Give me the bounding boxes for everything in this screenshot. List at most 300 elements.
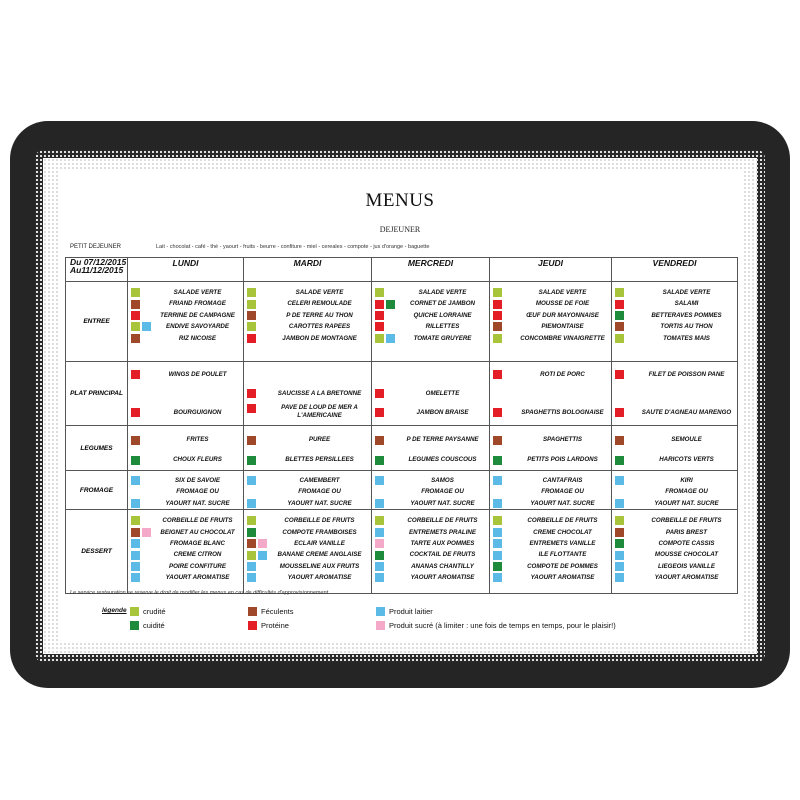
menu-cell <box>372 282 490 362</box>
menu-item <box>490 430 611 450</box>
menu-item-label: FILET DE POISSON PANE <box>648 370 725 378</box>
food-group-square <box>142 528 151 537</box>
food-group-markers <box>612 539 638 548</box>
menu-item <box>490 475 611 486</box>
food-group-square <box>493 436 502 445</box>
food-group-square <box>493 573 502 582</box>
food-group-square <box>615 516 624 525</box>
food-group-markers <box>372 300 398 309</box>
menu-item-label: TOMATES MAIS <box>663 334 710 342</box>
menu-item-label: HARICOTS VERTS <box>659 456 714 464</box>
food-group-square <box>247 476 256 485</box>
food-group-square <box>493 288 502 297</box>
menu-item-label: MOUSSE CHOCOLAT <box>654 551 719 559</box>
menu-cell <box>128 510 244 594</box>
menu-item <box>490 486 611 497</box>
menu-item-label: CANTAFRAIS <box>542 476 583 484</box>
menu-item <box>128 310 243 321</box>
food-group-square <box>386 334 395 343</box>
menu-item-label: YAOURT AROMATISE <box>287 574 352 582</box>
menu-cell <box>244 282 372 362</box>
menu-item <box>612 298 737 309</box>
menu-item-list <box>128 471 243 509</box>
food-group-markers <box>612 562 638 571</box>
menu-item-label: SIX DE SAVOIE <box>175 476 220 484</box>
menu-cell <box>490 510 612 594</box>
food-group-markers <box>128 562 154 571</box>
menu-item <box>490 515 611 526</box>
menu-item <box>612 450 737 470</box>
day-header: LUNDI <box>128 258 244 282</box>
menu-item-label: CELERI REMOULADE <box>287 300 352 308</box>
food-group-square <box>615 334 624 343</box>
food-group-square <box>375 408 384 417</box>
food-group-markers <box>244 528 270 537</box>
food-group-square <box>493 456 502 465</box>
menu-item-list <box>244 362 371 423</box>
menu-item <box>372 298 489 309</box>
food-group-square <box>247 300 256 309</box>
food-group-square <box>247 404 256 413</box>
food-group-markers <box>128 288 154 297</box>
menu-item-list <box>490 471 611 509</box>
food-group-square <box>131 551 140 560</box>
day-header: JEUDI <box>490 258 612 282</box>
food-group-square <box>131 408 140 417</box>
food-group-markers <box>128 311 154 320</box>
menu-cell <box>128 282 244 362</box>
day-header: VENDREDI <box>612 258 738 282</box>
menu-title: MENUS <box>365 190 435 211</box>
food-group-square <box>258 539 267 548</box>
food-group-square <box>375 288 384 297</box>
menu-item <box>372 450 489 470</box>
category-label: PLAT PRINCIPAL <box>66 362 128 426</box>
menu-item <box>372 549 489 560</box>
menu-item <box>372 486 489 497</box>
food-group-markers <box>612 516 638 525</box>
menu-item-list <box>372 362 489 422</box>
menu-item <box>490 287 611 298</box>
food-group-markers <box>490 408 516 417</box>
menu-item <box>490 538 611 549</box>
menu-item-label: SPAGHETTIS BOLOGNAISE <box>521 408 604 416</box>
menu-item <box>612 538 737 549</box>
menu-item <box>128 430 243 450</box>
food-group-square <box>247 456 256 465</box>
food-group-square <box>386 300 395 309</box>
legend-swatch <box>130 621 139 630</box>
menu-cell <box>244 362 372 426</box>
food-group-markers <box>372 528 398 537</box>
menu-item-label: FROMAGE OU <box>176 488 219 496</box>
food-group-square <box>375 551 384 560</box>
menu-item <box>128 498 243 509</box>
menu-item-list <box>490 510 611 583</box>
menu-item <box>128 321 243 332</box>
menu-cell <box>372 426 490 471</box>
row-entree <box>66 282 738 362</box>
food-group-markers <box>244 404 270 413</box>
menu-item <box>128 298 243 309</box>
food-group-square <box>493 476 502 485</box>
food-group-markers <box>612 573 638 582</box>
food-group-markers <box>128 370 154 379</box>
menu-item-label: MOUSSE DE FOIE <box>535 300 590 308</box>
menu-item-list <box>128 426 243 470</box>
legend-swatch <box>130 607 139 616</box>
day-header: MERCREDI <box>372 258 490 282</box>
menu-item-label: P DE TERRE PAYSANNE <box>406 436 479 444</box>
menu-item-list <box>612 362 737 422</box>
food-group-square <box>247 499 256 508</box>
food-group-markers <box>372 516 398 525</box>
menu-item-label: CREME CHOCOLAT <box>533 528 592 536</box>
food-group-square <box>131 539 140 548</box>
menu-item-label: P DE TERRE AU THON <box>286 311 353 319</box>
food-group-square <box>375 539 384 548</box>
menu-item <box>490 310 611 321</box>
food-group-markers <box>490 551 516 560</box>
menu-cell <box>490 362 612 426</box>
menu-item <box>372 287 489 298</box>
menu-item <box>490 298 611 309</box>
food-group-markers <box>612 528 638 537</box>
menu-item-label: CAROTTES RAPEES <box>288 323 351 331</box>
food-group-markers <box>244 288 270 297</box>
food-group-square <box>247 573 256 582</box>
food-group-markers <box>490 370 516 379</box>
menu-item <box>612 384 737 403</box>
menu-item <box>612 549 737 560</box>
menu-item-label: QUICHE LORRAINE <box>413 311 472 319</box>
menu-item <box>612 486 737 497</box>
menu-item-label: SAUCISSE A LA BRETONNE <box>277 389 362 397</box>
food-group-markers <box>612 334 638 343</box>
food-group-markers <box>244 389 270 398</box>
menu-item <box>612 403 737 422</box>
food-group-square <box>375 476 384 485</box>
food-group-markers <box>128 551 154 560</box>
food-group-markers <box>128 456 154 465</box>
menu-item-label: CORBEILLE DE FRUITS <box>407 517 478 525</box>
food-group-markers <box>490 539 516 548</box>
food-group-markers <box>612 499 638 508</box>
food-group-square <box>247 516 256 525</box>
food-group-square <box>493 528 502 537</box>
food-group-square <box>375 334 384 343</box>
menu-item <box>128 475 243 486</box>
food-group-square <box>131 370 140 379</box>
menu-item-list <box>244 426 371 470</box>
food-group-square <box>131 334 140 343</box>
food-group-markers <box>490 456 516 465</box>
food-group-markers <box>128 436 154 445</box>
menu-item-label: FRITES <box>186 436 209 444</box>
menu-item-label: CORNET DE JAMBON <box>410 300 475 308</box>
menu-subtitle: DEJEUNER <box>379 225 421 234</box>
food-group-markers <box>490 322 516 331</box>
menu-item <box>372 403 489 422</box>
food-group-square <box>615 436 624 445</box>
food-group-square <box>615 288 624 297</box>
food-group-square <box>131 573 140 582</box>
legend-item <box>376 621 616 630</box>
menu-item <box>128 486 243 497</box>
menu-item <box>244 310 371 321</box>
food-group-square <box>247 389 256 398</box>
menu-item-label: BEIGNET AU CHOCOLAT <box>160 528 235 536</box>
category-label: DESSERT <box>66 510 128 594</box>
food-group-markers <box>244 551 270 560</box>
food-group-markers <box>612 456 638 465</box>
food-group-markers <box>372 436 398 445</box>
menu-item-label: COCKTAIL DE FRUITS <box>409 551 476 559</box>
food-group-markers <box>372 551 398 560</box>
row-plat <box>66 362 738 426</box>
legend-label: Produit sucré (à limiter : une fois de temps en temps, pour le plaisir!) <box>389 621 616 630</box>
menu-item-label: JAMBON DE MONTAGNE <box>282 334 357 342</box>
menu-item-label: SALADE VERTE <box>418 288 467 296</box>
menu-item-list <box>128 362 243 422</box>
food-group-markers <box>244 456 270 465</box>
menu-item-list <box>612 471 737 509</box>
food-group-markers <box>372 476 398 485</box>
menu-item-label: CONCOMBRE VINAIGRETTE <box>520 334 605 342</box>
menu-item-label: SALADE VERTE <box>173 288 222 296</box>
menu-item-label: CORBEILLE DE FRUITS <box>651 517 722 525</box>
food-group-markers <box>490 311 516 320</box>
menu-item <box>244 486 371 497</box>
menu-item <box>372 515 489 526</box>
food-group-markers <box>128 539 154 548</box>
food-group-markers <box>612 288 638 297</box>
food-group-square <box>258 551 267 560</box>
menu-item-list <box>372 282 489 344</box>
menu-item <box>490 365 611 384</box>
menu-item <box>244 561 371 572</box>
menu-item-label: YAOURT NAT. SUCRE <box>287 499 352 507</box>
menu-item-label: RIZ NICOISE <box>178 334 217 342</box>
food-group-markers <box>128 499 154 508</box>
food-group-square <box>493 516 502 525</box>
menu-cell <box>244 426 372 471</box>
food-group-square <box>375 499 384 508</box>
food-group-markers <box>490 562 516 571</box>
menu-item-list <box>244 471 371 509</box>
food-group-markers <box>372 499 398 508</box>
menu-item-label: YAOURT AROMATISE <box>654 574 719 582</box>
menu-item-label: JAMBON BRAISE <box>416 408 469 416</box>
menu-item-label: ROTI DE PORC <box>540 370 585 378</box>
menu-item-list <box>244 510 371 583</box>
menu-item-list <box>490 282 611 344</box>
menu-item-label: LIEGEOIS VANILLE <box>658 562 715 570</box>
food-group-markers <box>372 311 398 320</box>
menu-item-list <box>490 426 611 470</box>
date-from: Du 07/12/2015 <box>70 257 127 267</box>
food-group-square <box>247 562 256 571</box>
menu-item-label: FROMAGE OU <box>541 488 584 496</box>
menu-item-label: SPAGHETTIS <box>542 436 583 444</box>
food-group-markers <box>244 311 270 320</box>
menu-item <box>612 498 737 509</box>
food-group-markers <box>490 436 516 445</box>
menu-item-label: FROMAGE OU <box>421 488 464 496</box>
menu-item-label: FROMAGE OU <box>298 488 341 496</box>
menu-item-label: YAOURT NAT. SUCRE <box>410 499 475 507</box>
menu-item <box>372 365 489 384</box>
food-group-markers <box>372 573 398 582</box>
menu-item-label: TOMATE GRUYERE <box>413 334 472 342</box>
menu-item <box>244 384 371 403</box>
menu-item <box>612 310 737 321</box>
food-group-markers <box>244 562 270 571</box>
menu-item <box>490 403 611 422</box>
legend-swatch <box>376 621 385 630</box>
food-group-markers <box>490 499 516 508</box>
menu-item-label: PAVE DE LOUP DE MER A L'AMERICAINE <box>281 404 358 419</box>
food-group-square <box>131 322 140 331</box>
food-group-markers <box>612 311 638 320</box>
food-group-markers <box>372 288 398 297</box>
menu-item-label: SAMOS <box>431 476 454 484</box>
menu-item <box>490 384 611 403</box>
menu-cell <box>612 471 738 510</box>
legend-label: cuidité <box>143 621 165 630</box>
menu-item <box>372 321 489 332</box>
menu-item-label: ENDIVE SAVOYARDE <box>165 323 230 331</box>
food-group-square <box>493 311 502 320</box>
menu-item-label: POIRE CONFITURE <box>168 562 227 570</box>
menu-item <box>490 450 611 470</box>
food-group-square <box>375 528 384 537</box>
menu-item-label: FROMAGE OU <box>665 488 708 496</box>
menu-item-label: CAMEMBERT <box>299 476 340 484</box>
menu-item <box>612 475 737 486</box>
menu-item-label: WINGS DE POULET <box>168 370 227 378</box>
food-group-square <box>131 499 140 508</box>
menu-item <box>490 561 611 572</box>
menu-item-label: TERRINE DE CAMPAGNE <box>160 311 235 319</box>
menu-item <box>490 527 611 538</box>
food-group-markers <box>612 408 638 417</box>
menu-sheet <box>58 170 742 642</box>
food-group-markers <box>372 334 398 343</box>
food-group-square <box>493 499 502 508</box>
menu-item-label: BOURGUIGNON <box>173 408 222 416</box>
food-group-square <box>131 436 140 445</box>
food-group-markers <box>490 573 516 582</box>
menu-item-list <box>612 426 737 470</box>
menu-item <box>244 549 371 560</box>
food-group-square <box>615 370 624 379</box>
menu-item <box>372 333 489 344</box>
menu-item-label: YAOURT AROMATISE <box>410 574 475 582</box>
menu-item-list <box>372 510 489 583</box>
food-group-square <box>375 456 384 465</box>
day-header: MARDI <box>244 258 372 282</box>
food-group-square <box>375 562 384 571</box>
row-fromage <box>66 471 738 510</box>
food-group-markers <box>244 573 270 582</box>
food-group-markers <box>612 322 638 331</box>
food-group-square <box>615 551 624 560</box>
menu-item <box>128 572 243 583</box>
menu-table <box>65 257 738 594</box>
food-group-markers <box>372 322 398 331</box>
food-group-square <box>615 499 624 508</box>
menu-item <box>490 333 611 344</box>
menu-item-label: RILLETTES <box>425 323 460 331</box>
menu-item <box>128 333 243 344</box>
food-group-square <box>247 334 256 343</box>
category-label: FROMAGE <box>66 471 128 510</box>
menu-item-label: PUREE <box>308 436 331 444</box>
menu-item <box>128 450 243 470</box>
food-group-square <box>493 562 502 571</box>
menu-item <box>612 430 737 450</box>
menu-item-list <box>490 362 611 422</box>
menu-item <box>244 475 371 486</box>
menu-item <box>372 475 489 486</box>
food-group-markers <box>612 551 638 560</box>
food-group-markers <box>244 499 270 508</box>
legend-title: légende <box>102 607 127 614</box>
food-group-markers <box>612 436 638 445</box>
menu-item <box>244 287 371 298</box>
menu-cell <box>372 471 490 510</box>
menu-item <box>128 287 243 298</box>
legend-item <box>130 607 166 616</box>
food-group-square <box>131 288 140 297</box>
food-group-markers <box>244 334 270 343</box>
food-group-square <box>247 539 256 548</box>
menu-item <box>128 515 243 526</box>
food-group-square <box>247 436 256 445</box>
menu-item-label: LEGUMES COUSCOUS <box>408 456 477 464</box>
menu-cell <box>612 510 738 594</box>
menu-item <box>490 549 611 560</box>
menu-item-list <box>128 282 243 344</box>
menu-item-label: PARIS BREST <box>665 528 708 536</box>
food-group-markers <box>490 334 516 343</box>
menu-item-list <box>612 282 737 344</box>
food-group-markers <box>244 516 270 525</box>
menu-item-label: ŒUF DUR MAYONNAISE <box>526 311 599 319</box>
food-group-square <box>375 311 384 320</box>
legend-label: crudité <box>143 607 166 616</box>
menu-item <box>612 515 737 526</box>
menu-item-label: CREME CITRON <box>173 551 222 559</box>
menu-item <box>244 538 371 549</box>
food-group-square <box>493 408 502 417</box>
menu-item <box>612 527 737 538</box>
menu-item-label: SALADE VERTE <box>295 288 344 296</box>
food-group-markers <box>128 408 154 417</box>
food-group-square <box>493 334 502 343</box>
food-group-markers <box>128 334 154 343</box>
menu-item <box>244 403 371 423</box>
menu-item <box>372 430 489 450</box>
menu-item-label: CORBEILLE DE FRUITS <box>162 517 233 525</box>
food-group-square <box>493 322 502 331</box>
menu-item-label: CORBEILLE DE FRUITS <box>527 517 598 525</box>
food-group-square <box>142 322 151 331</box>
row-dessert <box>66 510 738 594</box>
food-group-markers <box>372 408 398 417</box>
menu-item-label: TORTIS AU THON <box>660 323 713 331</box>
